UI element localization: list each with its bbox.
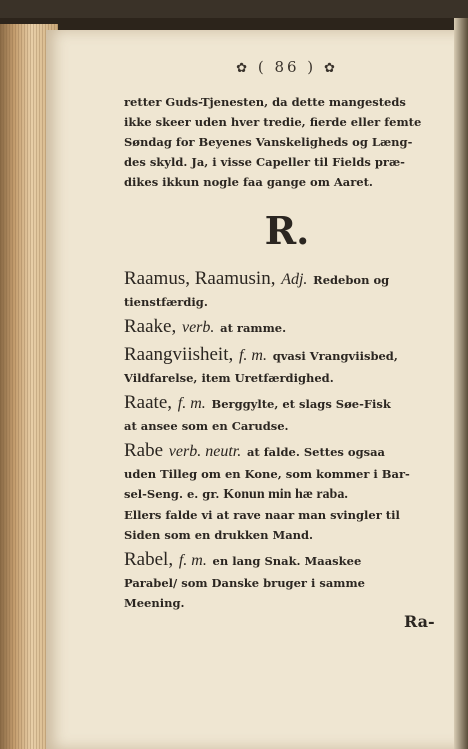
entry-continuation: at ansee som en Carudse.: [124, 419, 289, 433]
entry-continuation: uden Tilleg om en Kone, som kommer i Bar-: [124, 467, 410, 481]
entry-grammar: verb. neutr.: [168, 443, 242, 460]
entry-definition: at ramme.: [220, 321, 287, 335]
entry-headword: Raake,: [124, 316, 177, 337]
entry-definition: en lang Snak. Maaskee: [212, 554, 362, 568]
page-content: [124, 58, 450, 616]
entry-continuation: Parabel/ som Danske bruger i samme: [124, 576, 365, 590]
entry-continuation: [124, 484, 450, 505]
ornament-right-icon: ✿: [323, 61, 338, 76]
text-line: ikke skeer uden hver tredie, fierde eller femte: [124, 115, 422, 129]
page-shadow: [454, 18, 468, 749]
entry-continuation: Vildfarelse, item Uretfærdighed.: [124, 371, 334, 385]
entry-headword: Rabel,: [124, 549, 174, 570]
dictionary-entry: [124, 267, 450, 312]
entry-definition: Berggylte, et slags Søe-Fisk: [211, 397, 391, 411]
entry-grammar: f. m.: [178, 552, 207, 569]
dictionary-entry: [124, 439, 450, 545]
entry-grammar: Adj.: [281, 271, 308, 288]
entry-headword: Rabe: [124, 440, 164, 461]
text-line: dikes ikkun nogle faa gange om Aaret.: [124, 175, 373, 189]
entry-example: Konun min hæ raba.: [223, 487, 348, 502]
text-line: retter Guds-Tjenesten, da dette mangesteds: [124, 95, 406, 109]
dictionary-entry: [124, 343, 450, 388]
entry-headword: Raangviisheit,: [124, 344, 234, 365]
entry-continuation: Siden som en drukken Mand.: [124, 528, 314, 542]
entry-grammar: f. m.: [238, 347, 267, 364]
entry-continuation: Ellers falde vi at rave naar man svingler til: [124, 508, 400, 522]
ornament-left-icon: ✿: [236, 61, 251, 76]
catchword: Ra-: [404, 612, 435, 631]
text-line: des skyld. Ja, i visse Capeller til Fields præ-: [124, 155, 405, 169]
dictionary-entry: [124, 548, 450, 613]
intro-paragraph: [124, 92, 450, 192]
entry-headword: Raate,: [124, 392, 173, 413]
entry-definition: at falde. Settes ogsaa: [246, 445, 385, 459]
page-number: ( 86 ): [257, 58, 317, 76]
page-header: [124, 58, 450, 76]
dictionary-entry: [124, 315, 450, 340]
section-letter: R.: [264, 208, 310, 253]
entry-continuation: tienstfærdig.: [124, 295, 208, 309]
entry-continuation-text: sel-Seng. e. gr.: [124, 487, 220, 501]
entry-continuation: Meening.: [124, 596, 185, 610]
entry-headword: Raamus, Raamusin,: [124, 268, 276, 289]
entry-grammar: f. m.: [177, 395, 206, 412]
entry-grammar: verb.: [181, 319, 215, 336]
entry-definition: qvasi Vrangviisbed,: [272, 349, 398, 363]
entry-definition: Redebon og: [313, 273, 390, 287]
dictionary-entry: [124, 391, 450, 436]
text-line: Søndag for Beyenes Vanskeligheds og Læng-: [124, 135, 413, 149]
